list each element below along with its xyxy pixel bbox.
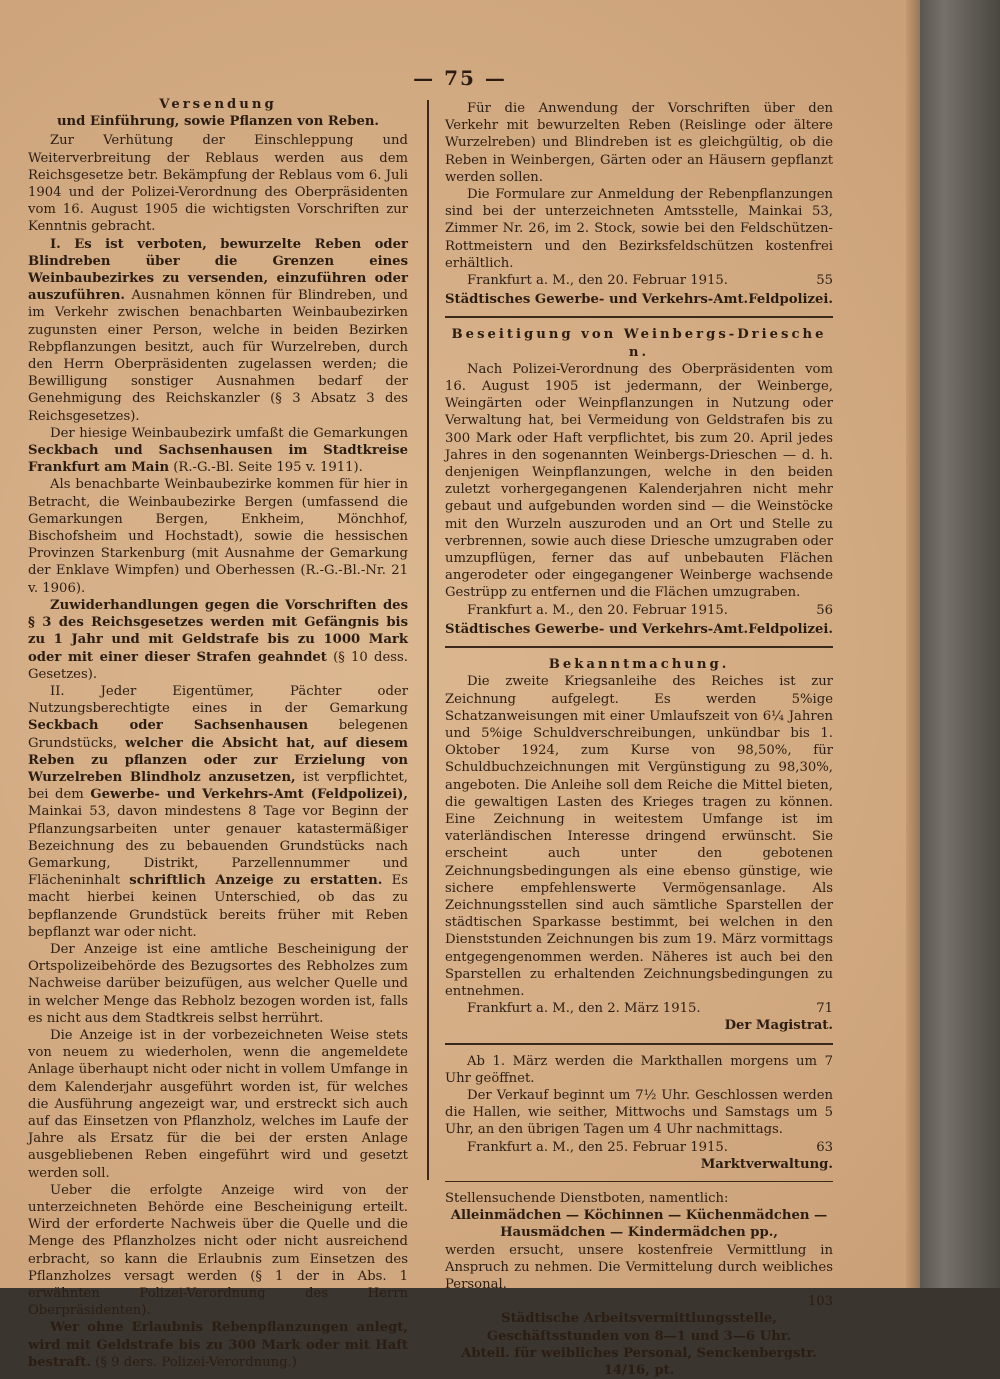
paragraph-driesche: Nach Polizei-Verordnung des Oberpräsidenten vom 16. August 1905 ist jedermann, der Weinberge, Weingärten oder Weinpflanzungen in Nutzung oder Verwaltung hat, bei Vermeidung von Geldstrafen bis zu 300 Mark oder Haft verpflichtet, bis zum 20. April jedes Jahres in den sogenannten Weinbergs-Drieschen — d. h. denjenigen Weinpflanzungen, welche in den beiden zuletzt vorhergegangenen Kalenderjahren nicht mehr gebaut und aufgebunden worden sind — die Weinstöcke mit den Wurzeln auszuroden und an Ort und Stelle zu verbrennen, sowie auch diese Driesche umzugraben oder umzupflügen, ferner das auf unbebauten Flächen angerodeter oder eingegangener Weinberge wachsende Gestrüpp zu entfernen und die Flächen umzugraben.	[445, 361, 833, 601]
notice-number: 103	[807, 1294, 833, 1310]
bold-text: Zuwiderhandlungen gegen die Vorschriften des § 3 des Reichsgesetzes werden mit Gefängnis bis zu 1 Jahr und mit Geldstrafe bis zu 1000 Mark oder mit einer dieser Strafen geahndet	[28, 597, 408, 665]
body-text: (§ 9 ders. Polizei-Verordnung.)	[90, 1354, 297, 1370]
dateline	[445, 1139, 833, 1156]
paragraph-strafe	[28, 1319, 408, 1371]
ad-job-list-2: Hausmädchen — Kindermädchen pp.,	[500, 1225, 778, 1241]
notice-subtitle-reben: und Einführung, sowie Pflanzen von Reben.	[56, 114, 380, 130]
notice-title-bekanntmachung: Bekanntmachung.	[548, 657, 730, 673]
body-text: Der hiesige Weinbaubezirk umfaßt die Gemarkungen	[50, 425, 408, 441]
page-number: — 75 —	[413, 66, 507, 90]
date-text: Frankfurt a. M., den 2. März 1915.	[467, 1001, 701, 1017]
book-binding	[920, 0, 1000, 1288]
notice-number: 56	[816, 602, 833, 618]
signature-org: Städtisches Gewerbe- und Verkehrs-Amt.	[445, 621, 749, 637]
body-text: ist verpflichtet, bei dem	[28, 769, 408, 803]
dateline	[445, 272, 833, 289]
bold-text: welcher die Absicht hat, auf diesem Reben zu pflanzen oder zur Erzielung von Wurzelreben Blindholz anzusetzen,	[28, 735, 408, 785]
paragraph-kriegsanleihe: Die zweite Kriegsanleihe des Reiches ist zur Zeichnung aufgelegt. Es werden 5%ige Schatzanweisungen mit einer Umlaufszeit von 6¼ Jahren und 5%ige Schuldverschreibungen, unkündbar bis 1. Oktober 1924, zum Kurse von 98,50%, für Schuldbuchzeichnungen mit Vergünstigung zu 98,30%, angeboten. Die Anleihe soll dem Reiche die Mittel bieten, die gewaltigen Lasten des Krieges tragen zu können. Eine Zeichnung in weitestem Umfange ist im vaterländischen Interesse dringend erwünscht. Sie erscheint auch unter den gebotenen Zeichnungsbedingungen als eine ebenso günstige, wie sichere empfehlenswerte Vermögensanlage. Als Zeichnungsstellen sind auch sämtliche Sparstellen der städtischen Sparkasse bestimmt, bei welchen in den Dienststunden Zeichnungen bis zum 19. März vormittags entgegengenommen werden. Näheres ist auch bei den Sparstellen zu erhaltenden Zeichnungsbedingungen zu entnehmen.	[445, 674, 833, 999]
body-text: II. Jeder Eigentümer, Pächter oder Nutzungsberechtigte eines in der Gemarkung	[28, 683, 408, 717]
body-text: Ausnahmen können für Blindreben, und im Verkehr zwischen benachbarten Weinbaubezirken zugunsten einer Person, welche in beiden Bezirken Rebpflanzungen besitzt, auch für Wurzelreben, durch den Herrn Oberpräsidenten zugelassen werden; die Bewilligung sonstiger Ausnahmen bedarf der Genehmigung des Reichskanzler (§ 3 Absatz 3 des Reichsgesetzes).	[28, 288, 408, 424]
ad-hours: Geschäftsstunden von 8—1 und 3—6 Uhr.	[486, 1328, 792, 1344]
paragraph-bescheinigung: Der Anzeige ist eine amtliche Bescheinigung der Ortspolizeibehörde des Bezugsortes des Rebholzes zum Nachweise darüber beizufügen, aus welcher Quelle und in welcher Menge das Rebholz bezogen worden ist, falls es nicht aus dem Stadtkreis selbst herrührt.	[28, 941, 408, 1026]
paragraph-eigentuemer	[28, 683, 408, 941]
bold-text: Gewerbe- und Verkehrs-Amt (Feldpolizei),	[90, 787, 408, 803]
dateline	[445, 1000, 833, 1017]
column-divider	[427, 100, 429, 1180]
ad-text: werden ersucht, unsere kostenfreie Vermittlung in Anspruch zu nehmen. Die Vermittelung durch weibliches Personal.	[445, 1242, 833, 1292]
notice-number: 55	[816, 273, 833, 289]
bold-text: I. Es ist verboten, bewurzelte Reben oder Blindreben über die Grenzen eines Weinbaubezirkes zu versenden, einzuführen oder auszuführen.	[28, 236, 408, 304]
section-divider	[445, 646, 833, 648]
body-text: (§ 10 dess. Gesetzes).	[28, 649, 408, 682]
section-divider	[445, 1043, 833, 1045]
bold-text: Wer ohne Erlaubnis Rebenpflanzungen anlegt, wird mit Geldstrafe bis zu 300 Mark oder mit Haft bestraft.	[28, 1320, 408, 1370]
section-divider	[445, 316, 833, 318]
ad-intro: Stellensuchende Dienstboten, namentlich:	[445, 1190, 729, 1206]
ad-organization: Städtische Arbeitsvermittlungsstelle,	[501, 1311, 777, 1327]
bold-text: Seckbach und Sachsenhausen im Stadtkreise Frankfurt am Main	[28, 443, 408, 476]
notice-title-beseitigung: Beseitigung von Weinbergs-Driesche n.	[451, 327, 827, 360]
paragraph-markthallen: Ab 1. März werden die Markthallen morgens um 7 Uhr geöffnet.	[445, 1053, 833, 1086]
paragraph-verkauf: Der Verkauf beginnt um 7½ Uhr. Geschlossen werden die Hallen, wie seither, Mittwochs und Samstags um 5 Uhr, an den übrigen Tagen um 4 Uhr nachmittags.	[445, 1087, 833, 1138]
signature-dept: Feldpolizei.	[748, 621, 833, 637]
signature-dept: Feldpolizei.	[748, 292, 833, 308]
bold-text: Seckbach oder Sachsenhausen	[28, 718, 309, 734]
body-text: Mainkai 53, davon mindestens 8 Tage vor Beginn der Pflanzungsarbeiten unter genauer katastermäßiger Bezeichnung des zu bebauenden Grundstücks nach Gemarkung, Distrikt, Parzellennummer und Flächeninhalt	[28, 804, 408, 889]
date-text: Frankfurt a. M., den 20. Februar 1915.	[467, 602, 728, 618]
date-text: Frankfurt a. M., den 20. Februar 1915.	[467, 273, 728, 289]
left-column	[28, 96, 408, 1371]
bold-text: schriftlich Anzeige zu erstatten.	[129, 873, 383, 889]
paragraph-anwendung: Für die Anwendung der Vorschriften über den Verkehr mit bewurzelten Reben (Reislinge oder ältere Wurzelreben) und Blindreben ist es gleichgültig, ob die Reben in Weinbergen, Gärten oder an Häusern gepflanzt werden sollen.	[445, 101, 833, 185]
dateline	[445, 602, 833, 619]
signature-org: Städtisches Gewerbe- und Verkehrs-Amt.	[445, 292, 749, 308]
body-text: (R.-G.-Bl. Seite 195 v. 1911).	[169, 460, 363, 476]
notice-number: 71	[816, 1001, 833, 1017]
signature	[445, 291, 833, 308]
notice-title-versendung: Versendung	[159, 97, 277, 112]
notice-number: 63	[816, 1139, 833, 1155]
paragraph-zuwiderhandlungen	[28, 597, 408, 683]
paragraph-weinbaubezirk	[28, 425, 408, 477]
body-text: Es macht hierbei keinen Unterschied, ob das zu bepflanzende Grundstück bereits früher mit Reben bepflanzt war oder nicht.	[28, 873, 408, 940]
body-text: belegenen Grundstücks,	[28, 718, 409, 751]
paragraph-intro: Zur Verhütung der Einschleppung und Weiterverbreitung der Reblaus werden aus dem Reichsgesetze betr. Bekämpfung der Reblaus vom 6. Juli 1904 und der Polizei-Verordnung des Oberpräsidenten vom 16. August 1905 die wichtigsten Vorschriften zur Kenntnis gebracht.	[28, 133, 408, 235]
paragraph-erlaubnis: Ueber die erfolgte Anzeige wird von der unterzeichneten Behörde eine Bescheinigung erteilt. Wird der erforderte Nachweis über die Quelle und die Menge des Pflanzholzes nicht oder nicht ausreichend erbracht, so kann die Erlaubnis zum Einsetzen des Pflanzholzes versagt werden (§ 1 der in Abs. 1 erwähnten Polizei-Verordnung des Herrn Oberpräsidenten).	[28, 1182, 408, 1319]
paragraph-wiederholung: Die Anzeige ist in der vorbezeichneten Weise stets von neuem zu wiederholen, wenn die angemeldete Anlage überhaupt nicht oder nicht in vollem Umfange in dem Kalenderjahr ausgeführt worden ist, für welches die Ausführung angezeigt war, und erstreckt sich auch auf das Einsetzen von Pflanzholz, welches im Laufe der Jahre als Ersatz für die bei der ersten Anlage ausgebliebenen Reben eingeführt wird und gesetzt werden soll.	[28, 1027, 408, 1181]
section-divider	[445, 1181, 833, 1182]
signature	[445, 621, 833, 638]
signature-magistrat: Der Magistrat.	[724, 1018, 833, 1034]
ad-address: Abteil. für weibliches Personal, Senckenbergstr. 14/16, pt.	[461, 1345, 817, 1379]
paragraph-benachbarte: Als benachbarte Weinbaubezirke kommen für hier in Betracht, die Weinbaubezirke Bergen (umfassend die Gemarkungen Bergen, Enkheim, Mönchhof, Bischofsheim und Hochstadt), sowie die hessischen Provinzen Starkenburg (mit Ausnahme der Gemarkung der Enklave Wimpfen) und Oberhessen (R.-G.-Bl.-Nr. 21 v. 1906).	[28, 477, 408, 596]
paragraph-formulare: Die Formulare zur Anmeldung der Rebenpflanzungen sind bei der unterzeichneten Amtsstelle, Mainkai 53, Zimmer Nr. 26, im 2. Stock, sowie bei den Feldschützen-Rottmeistern und den Bezirksfeldschützen kostenfrei erhältlich.	[445, 187, 833, 271]
signature-marktverwaltung: Marktverwaltung.	[700, 1156, 833, 1172]
paragraph-verbot	[28, 236, 408, 425]
date-text: Frankfurt a. M., den 25. Februar 1915.	[467, 1139, 728, 1155]
right-column	[445, 100, 833, 1379]
ad-job-list-1: Alleinmädchen — Köchinnen — Küchenmädchen —	[450, 1208, 828, 1224]
